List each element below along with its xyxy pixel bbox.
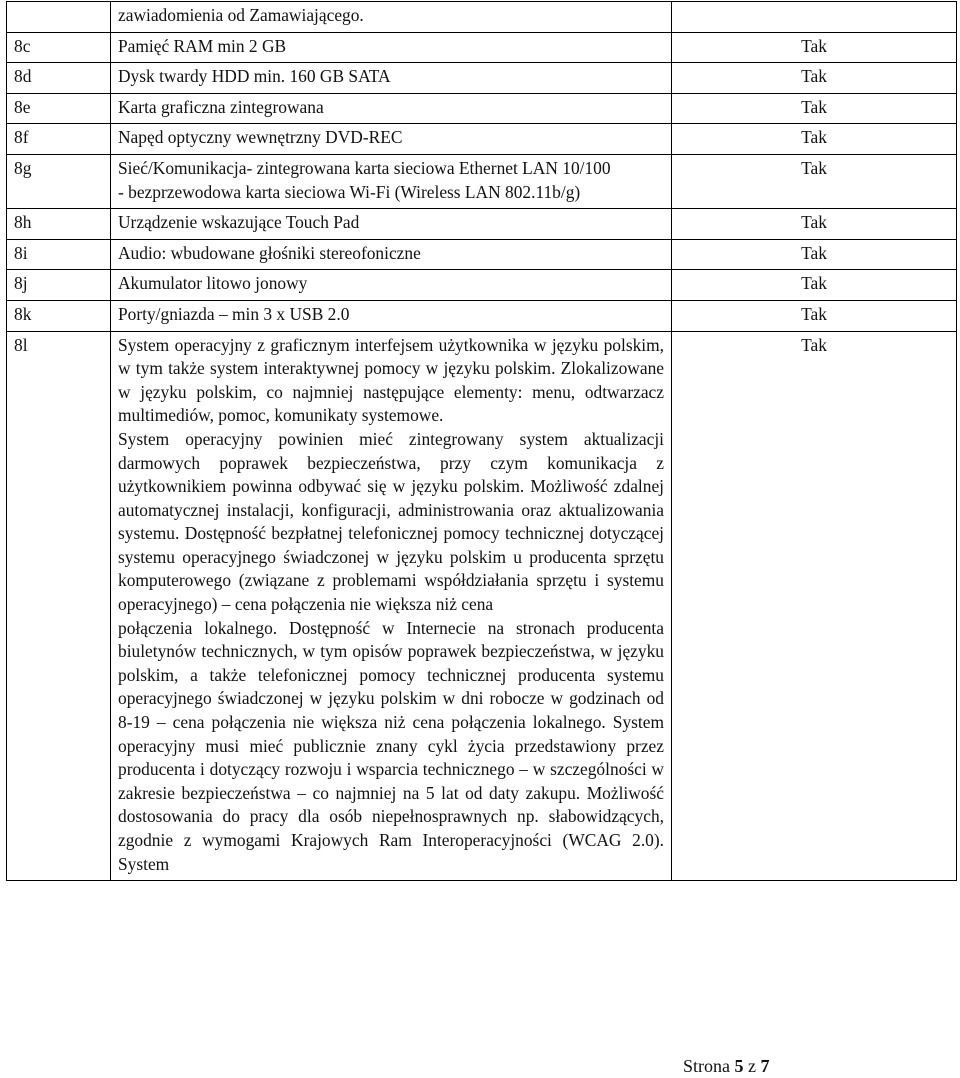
row-value: Tak [672, 239, 957, 270]
row-description [111, 32, 672, 63]
row-id: 8j [7, 270, 111, 301]
description-paragraph: zawiadomienia od Zamawiającego. [118, 5, 364, 25]
table-row [7, 63, 957, 94]
row-id: 8k [7, 300, 111, 331]
table-row [7, 2, 957, 33]
description-paragraph: Akumulator litowo jonowy [118, 273, 308, 294]
description-paragraph: Napęd optyczny wewnętrzny DVD-REC [118, 127, 403, 148]
page-label: Strona [683, 1056, 730, 1076]
description-paragraph: Audio: wbudowane głośniki stereofoniczne [118, 242, 421, 263]
row-id: 8i [7, 239, 111, 270]
total-pages-number: 7 [760, 1056, 770, 1076]
description-paragraph: Porty/gniazda – min 3 x USB 2.0 [118, 303, 350, 324]
page-footer [683, 1056, 770, 1077]
row-value: Tak [672, 93, 957, 124]
row-id: 8c [7, 32, 111, 63]
row-description [111, 2, 672, 33]
row-description [111, 331, 672, 881]
description-paragraph: Dysk twardy HDD min. 160 GB SATA [118, 66, 391, 87]
description-paragraph: System operacyjny z graficznym interfejsem użytkownika w języku polskim, w tym także system interaktywnej pomocy w języku polskim. Zlokalizowane w języku polskim, co najmniej następujące elementy: menu, odtwarzacz multimediów, pomoc, komunikaty systemowe. [118, 334, 664, 426]
description-paragraph: Karta graficzna zintegrowana [118, 96, 324, 117]
description-paragraph: Sieć/Komunikacja- zintegrowana karta sieciowa Ethernet LAN 10/100 [118, 157, 611, 178]
description-paragraph: Pamięć RAM min 2 GB [118, 35, 287, 56]
row-description [111, 63, 672, 94]
table-row [7, 93, 957, 124]
row-description [111, 209, 672, 240]
page-separator: z [748, 1056, 756, 1076]
specification-table [6, 1, 957, 881]
table-row [7, 270, 957, 301]
description-paragraph: Urządzenie wskazujące Touch Pad [118, 212, 360, 233]
row-description [111, 270, 672, 301]
row-value: Tak [672, 124, 957, 155]
table-row [7, 154, 957, 208]
row-id: 8g [7, 154, 111, 208]
row-description [111, 239, 672, 270]
description-paragraph: połączenia lokalnego. Dostępność w Internecie na stronach producenta biuletynów technicznych, w tym opisów poprawek bezpieczeństwa, w języku polskim, a także telefonicznej pomocy technicznej producenta systemu operacyjnego świadczonej w języku polskim w dni robocze w godzinach od 8-19 – cena połączenia nie większa niż cena połączenia lokalnego. System operacyjny musi mieć publicznie znany cykl życia przedstawiony przez producenta i dotyczący rozwoju i wsparcia technicznego – w szczególności w zakresie bezpieczeństwa – co najmniej na 5 lat od daty zakupu. Możliwość dostosowania do pracy dla osób niepełnosprawnych np. słabowidzących, zgodnie z wymogami Krajowych Ram Interoperacyjności (WCAG 2.0). System [118, 617, 664, 874]
table-row [7, 32, 957, 63]
row-description [111, 93, 672, 124]
row-value: Tak [672, 209, 957, 240]
row-description [111, 300, 672, 331]
description-paragraph: System operacyjny powinien mieć zintegrowany system aktualizacji darmowych poprawek bezpieczeństwa, przy czym komunikacja z użytkownikiem powinna odbywać się w języku polskim. Możliwość zdalnej automatycznej instalacji, konfiguracji, administrowania oraz aktualizowania systemu. Dostępność bezpłatnej telefonicznej pomocy technicznej dotyczącej systemu operacyjnego świadczonej w języku polskim u producenta sprzętu komputerowego (związane z problemami współdziałania sprzętu i systemu operacyjnego) – cena połączenia nie większa niż cena [118, 428, 664, 615]
row-value: Tak [672, 154, 957, 208]
row-value: Tak [672, 270, 957, 301]
row-value: Tak [672, 300, 957, 331]
table-row [7, 331, 957, 881]
specification-table-body [7, 2, 957, 881]
table-row [7, 300, 957, 331]
row-id: 8l [7, 331, 111, 881]
table-row [7, 239, 957, 270]
row-id: 8h [7, 209, 111, 240]
row-description [111, 154, 672, 208]
row-description [111, 124, 672, 155]
row-value: Tak [672, 32, 957, 63]
table-row [7, 124, 957, 155]
table-row [7, 209, 957, 240]
row-id [7, 2, 111, 33]
row-value: Tak [672, 331, 957, 881]
row-id: 8f [7, 124, 111, 155]
description-paragraph: - bezprzewodowa karta sieciowa Wi-Fi (Wireless LAN 802.11b/g) [118, 181, 581, 202]
row-id: 8d [7, 63, 111, 94]
row-value: Tak [672, 63, 957, 94]
current-page-number: 5 [734, 1056, 744, 1076]
row-value [672, 2, 957, 33]
row-id: 8e [7, 93, 111, 124]
